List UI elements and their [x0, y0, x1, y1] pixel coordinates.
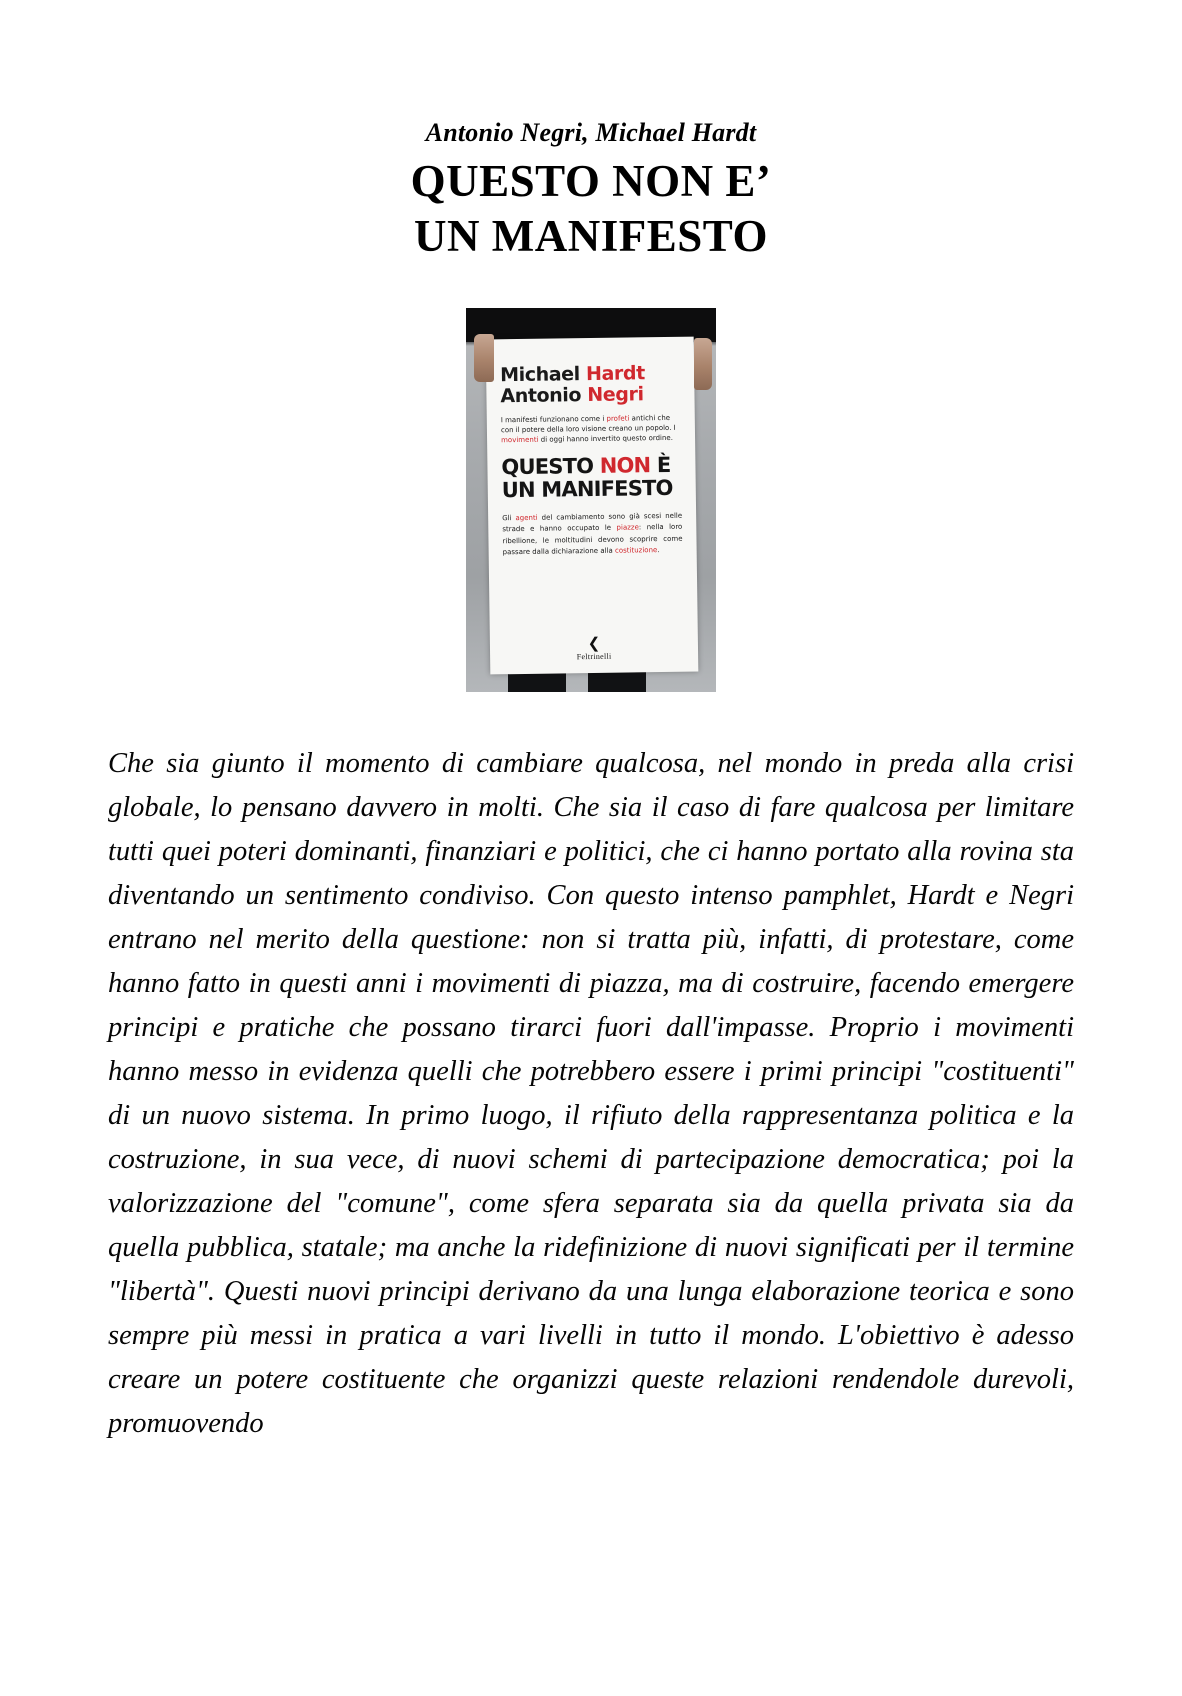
- cover-blurb-top-part3: di oggi hanno invertito questo ordine.: [538, 433, 673, 444]
- publisher-logo: [490, 634, 698, 662]
- cover-author-last-1: Hardt: [585, 361, 645, 385]
- cover-blurb-bottom-red2: piazze: [616, 523, 639, 532]
- poster-content: [486, 336, 697, 566]
- cover-title-word-questo: QUESTO: [501, 454, 594, 480]
- publisher-name: Feltrinelli: [576, 651, 612, 661]
- body-text: [108, 742, 1074, 1447]
- cover-author-line-1: [500, 362, 680, 385]
- cover-title-word-non: NON: [599, 453, 651, 479]
- left-hand: [474, 334, 494, 382]
- cover-author-last-2: Negri: [587, 382, 644, 406]
- cover-blurb-bottom-part4: .: [657, 545, 660, 554]
- cover-main-title-line-1: [501, 454, 681, 479]
- cover-main-title: [501, 454, 682, 501]
- cover-blurb-top-part1: I manifesti funzionano come i: [500, 414, 607, 424]
- cover-main-title-line-2: UN MANIFESTO: [501, 475, 673, 502]
- page-header: [0, 0, 1182, 264]
- cover-blurb-top-part2: antichi che con il potere della loro visione creano un popolo. I: [500, 413, 676, 435]
- leg-right: [588, 672, 646, 692]
- person-legs: [466, 672, 716, 692]
- cover-blurb-bottom-part1: Gli: [502, 513, 516, 522]
- title-line-2: UN MANIFESTO: [414, 210, 768, 261]
- book-cover-image: [466, 308, 716, 692]
- body-paragraph: Che sia giunto il momento di cambiare qualcosa, nel mondo in preda alla crisi globale, lo pensano davvero in molti. Che sia il caso di fare qualcosa per limitare tutti quei poteri dominanti, finanziari e politici, che ci hanno portato alla rovina sta diventando un sentimento condiviso. Con questo intenso pamphlet, Hardt e Negri entrano nel merito della questione: non si tratta più, infatti, di protestare, come hanno fatto in questi anni i movimenti di piazza, ma di costruire, facendo emergere principi e pratiche che possano tirarci fuori dall'impasse. Proprio i movimenti hanno messo in evidenza quelli che potrebbero essere i primi principi "costituenti" di un nuovo sistema. In primo luogo, il rifiuto della rappresentanza politica e la costruzione, in sua vece, di nuovi schemi di partecipazione democratica; poi la valorizzazione del "comune", come sfera separata sia da quella privata sia da quella pubblica, statale; ma anche la ridefinizione di nuovi significati per il termine "libertà". Questi nuovi principi derivano da una lunga elaborazione teorica e sono sempre più messi in pratica a vari livelli in tutto il mondo. L'obiettivo è adesso creare un potere costituente che organizzi queste relazioni rendendole durevoli, promuovendo: [108, 747, 1074, 1440]
- cover-blurb-bottom: [502, 510, 683, 558]
- cover-blurb-bottom-part2: del cambiamento sono già scesi nelle strade e hanno occupato le: [502, 511, 683, 534]
- cover-blurb-top-red2: movimenti: [501, 435, 539, 445]
- cover-blurb-top-red1: profeti: [606, 414, 630, 423]
- cover-title-word-e: È: [656, 453, 671, 478]
- cover-blurb-top: [501, 412, 681, 445]
- cover-blurb-bottom-red1: agenti: [515, 513, 538, 522]
- authors-line: Antonio Negri, Michael Hardt: [425, 118, 757, 147]
- right-hand: [694, 338, 712, 390]
- leg-left: [508, 672, 566, 692]
- cover-author-first-1: Michael: [500, 362, 580, 386]
- feltrinelli-chevron-icon: ❮: [587, 633, 601, 652]
- cover-blurb-bottom-part3: : nella loro ribellione, le moltitudini devono scoprire come passare dalla dichiarazione alla: [502, 522, 683, 556]
- cover-blurb-bottom-red3: costituzione: [614, 545, 658, 555]
- cover-photo-background: [466, 308, 716, 692]
- cover-author-first-2: Antonio: [500, 383, 582, 407]
- title-line-1: QUESTO NON E’: [410, 155, 772, 206]
- cover-author-line-2: [500, 383, 680, 406]
- poster-sheet: [486, 336, 699, 674]
- cover-author-names: [500, 362, 681, 406]
- page-title: [0, 154, 1182, 264]
